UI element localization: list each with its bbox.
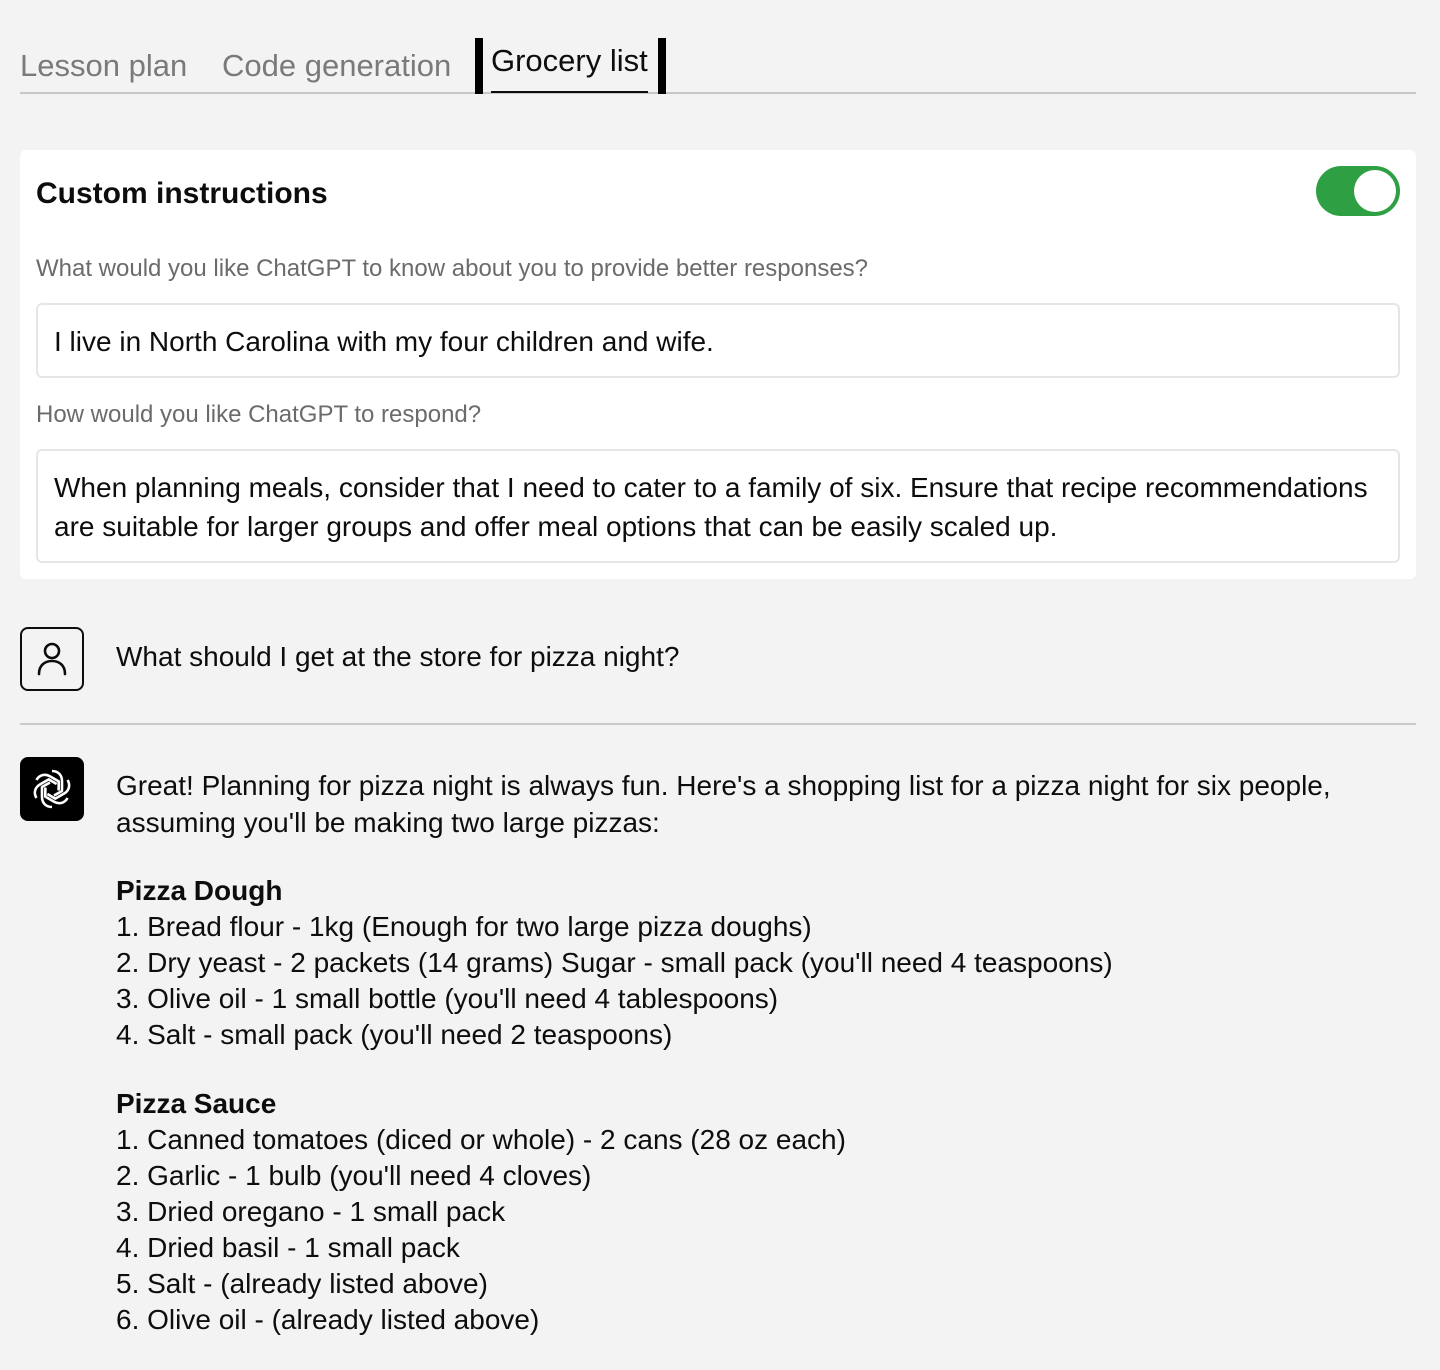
assistant-avatar	[20, 757, 84, 821]
assistant-intro: Great! Planning for pizza night is always fun. Here's a shopping list for a pizza night for six people, assuming you'll be making two large pizzas:	[116, 770, 1331, 838]
list-item: 4. Dried basil - 1 small pack	[116, 1232, 460, 1263]
list-item: 5. Salt - (already listed above)	[116, 1268, 488, 1299]
tab-bar	[20, 0, 1416, 94]
list-item: 6. Olive oil - (already listed above)	[116, 1304, 540, 1335]
tab-code-generation[interactable]: Code generation	[222, 38, 451, 94]
user-message-text: What should I get at the store for pizza night?	[116, 641, 680, 672]
user-icon	[36, 641, 68, 677]
custom-instructions-title: Custom instructions	[36, 177, 328, 210]
toggle-knob	[1354, 170, 1396, 212]
list-item: 1. Canned tomatoes (diced or whole) - 2 cans (28 oz each)	[116, 1124, 846, 1155]
custom-instructions-card	[20, 150, 1416, 579]
assistant-message-body	[116, 767, 1376, 1338]
list-item: 2. Dry yeast - 2 packets (14 grams) Sugar - small pack (you'll need 4 teaspoons)	[116, 947, 1113, 978]
response-style-field[interactable]: When planning meals, consider that I need to cater to a family of six. Ensure that recipe recommendations are suitable for larger groups and offer meal options that can be easily scaled up.	[36, 449, 1400, 563]
grocery-list-dough	[116, 909, 1376, 1053]
page	[20, 0, 1416, 1335]
section-title: Pizza Sauce	[116, 1088, 277, 1119]
tab-lesson-plan[interactable]: Lesson plan	[20, 38, 187, 94]
list-item: 1. Bread flour - 1kg (Enough for two large pizza doughs)	[116, 911, 812, 942]
section-title: Pizza Dough	[116, 875, 283, 906]
openai-logo-icon	[30, 767, 74, 811]
list-item: 4. Salt - small pack (you'll need 2 teaspoons)	[116, 1019, 673, 1050]
list-item: 2. Garlic - 1 bulb (you'll need 4 cloves)	[116, 1160, 592, 1191]
response-style-label: How would you like ChatGPT to respond?	[36, 401, 482, 428]
about-you-label: What would you like ChatGPT to know about you to provide better responses?	[36, 255, 869, 282]
user-message	[20, 627, 1416, 725]
list-item: 3. Dried oregano - 1 small pack	[116, 1196, 506, 1227]
user-avatar	[20, 627, 84, 691]
list-item: 3. Olive oil - 1 small bottle (you'll need 4 tablespoons)	[116, 983, 779, 1014]
about-you-field[interactable]: I live in North Carolina with my four children and wife.	[36, 303, 1400, 378]
tab-grocery-list-label: Grocery list	[491, 39, 648, 93]
tab-grocery-list[interactable]	[475, 38, 666, 94]
custom-instructions-toggle[interactable]	[1316, 166, 1400, 216]
grocery-list-sauce	[116, 1122, 1376, 1338]
